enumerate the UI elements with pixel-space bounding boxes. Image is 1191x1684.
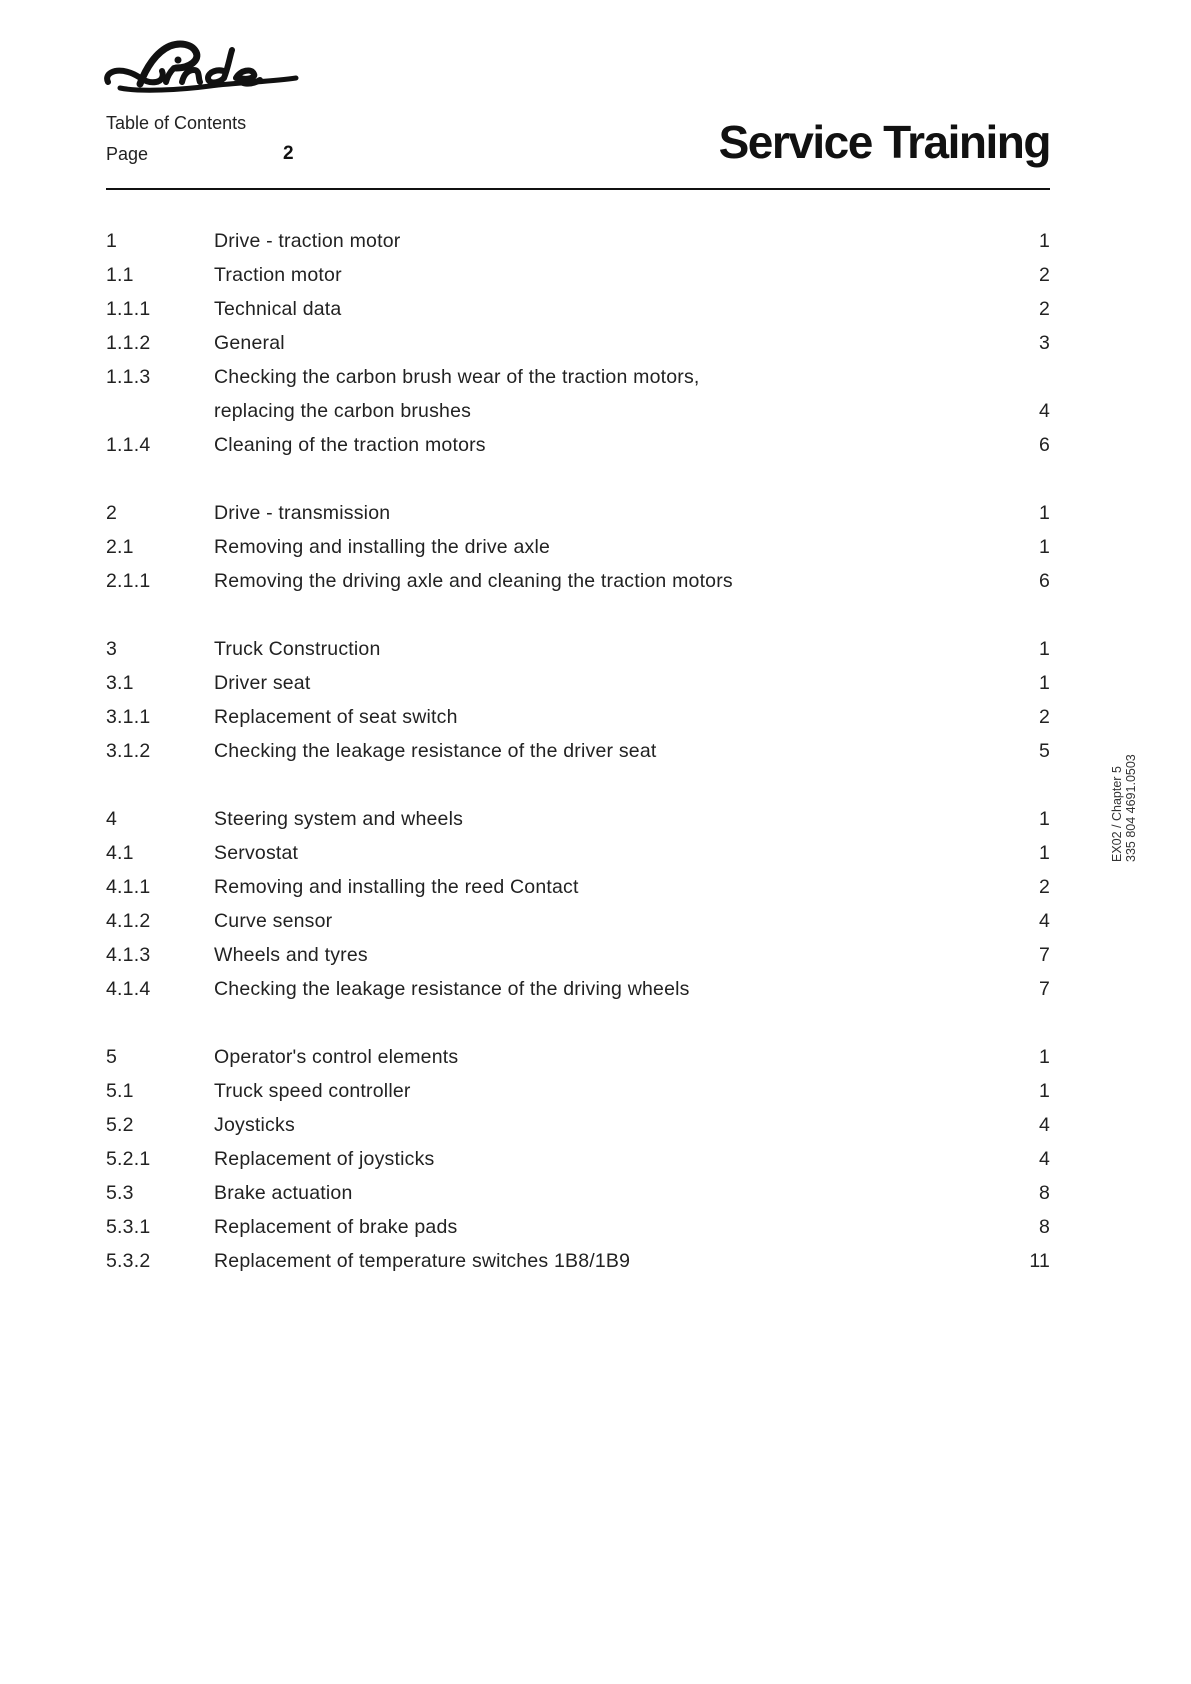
toc-page-number: 8 [1038,1216,1050,1238]
toc-row[interactable] [106,564,1050,598]
table-of-contents [106,224,1050,1278]
toc-section-title: replacing the carbon brushes [214,400,472,422]
toc-section-title: Technical data [214,298,342,320]
toc-label: Table of Contents [106,113,247,133]
toc-page-number: 4 [1038,1148,1050,1170]
toc-row[interactable] [106,1176,1050,1210]
toc-section-number: 2.1.1 [106,570,151,592]
toc-section-title: Removing the driving axle and cleaning the traction motors [214,570,733,592]
toc-page-number: 1 [1038,842,1050,864]
toc-row[interactable] [106,394,1050,428]
toc-section-number: 3 [106,638,118,660]
toc-page-number: 2 [1038,706,1050,728]
toc-section-title: Traction motor [214,264,342,286]
toc-section-title: Replacement of joysticks [214,1148,435,1170]
toc-section-title: Checking the leakage resistance of the driver seat [214,740,657,762]
toc-section-title: Replacement of seat switch [214,706,458,728]
toc-page-number: 1 [1038,672,1050,694]
toc-section-number: 3.1.1 [106,706,151,728]
toc-section-number: 4.1.3 [106,944,151,966]
toc-row[interactable] [106,496,1050,530]
toc-section-number: 5.1 [106,1080,134,1102]
linde-logo [100,38,300,98]
toc-page-number: 1 [1038,502,1050,524]
toc-row[interactable] [106,1142,1050,1176]
toc-page-number: 6 [1038,434,1050,456]
toc-page-number: 11 [1029,1250,1050,1272]
toc-row[interactable] [106,938,1050,972]
toc-section-number: 5.2 [106,1114,134,1136]
toc-page-number: 3 [1038,332,1050,354]
toc-row[interactable] [106,224,1050,258]
document-title: Service Training [718,116,1050,168]
toc-page-number: 8 [1038,1182,1050,1204]
toc-row[interactable] [106,1074,1050,1108]
toc-row[interactable] [106,870,1050,904]
toc-page-number: 7 [1038,978,1050,1000]
side-note [1110,742,1138,862]
toc-row[interactable] [106,802,1050,836]
toc-row[interactable] [106,734,1050,768]
toc-section-number: 4.1 [106,842,134,864]
toc-section-title: Checking the leakage resistance of the driving wheels [214,978,690,1000]
toc-section-number: 1 [106,230,118,252]
toc-section-title: Replacement of temperature switches 1B8/1B9 [214,1250,631,1272]
toc-section-number: 4 [106,808,118,830]
toc-page-number: 1 [1038,1046,1050,1068]
toc-page-number: 6 [1038,570,1050,592]
toc-page-number: 2 [1038,264,1050,286]
page-label: Page [106,144,149,164]
toc-section-title: Cleaning of the traction motors [214,434,486,456]
toc-section-title: General [214,332,285,354]
toc-row[interactable] [106,836,1050,870]
toc-page-number: 1 [1038,808,1050,830]
toc-row[interactable] [106,1210,1050,1244]
toc-section-title: Removing and installing the drive axle [214,536,551,558]
toc-row[interactable] [106,700,1050,734]
toc-section-number: 1.1 [106,264,134,286]
toc-section-number: 1.1.2 [106,332,151,354]
toc-row[interactable] [106,360,1050,394]
toc-section-title: Truck Construction [214,638,381,660]
toc-row[interactable] [106,632,1050,666]
toc-section-title: Joysticks [214,1114,295,1136]
toc-row[interactable] [106,258,1050,292]
toc-section-number: 5 [106,1046,118,1068]
toc-row[interactable] [106,666,1050,700]
toc-section-number: 5.3.1 [106,1216,151,1238]
toc-page-number: 4 [1038,1114,1050,1136]
toc-section-title: Operator's control elements [214,1046,459,1068]
toc-row[interactable] [106,1108,1050,1142]
toc-section-number: 1.1.1 [106,298,151,320]
toc-section-title: Driver seat [214,672,311,694]
toc-row[interactable] [106,904,1050,938]
toc-section-title: Checking the carbon brush wear of the traction motors, [214,366,700,388]
toc-section-number: 5.3 [106,1182,134,1204]
toc-section-number: 4.1.1 [106,876,151,898]
toc-section-number: 5.2.1 [106,1148,151,1170]
toc-row[interactable] [106,428,1050,462]
page-number: 2 [283,143,294,164]
toc-section-title: Drive - transmission [214,502,391,524]
toc-section-title: Servostat [214,842,299,864]
toc-row[interactable] [106,972,1050,1006]
toc-section-title: Steering system and wheels [214,808,464,830]
side-note-line2: 335 804 4691.0503 [1124,754,1138,862]
toc-page-number: 1 [1038,638,1050,660]
toc-row[interactable] [106,1040,1050,1074]
toc-section-number: 4.1.2 [106,910,151,932]
toc-row[interactable] [106,530,1050,564]
toc-row[interactable] [106,292,1050,326]
toc-page-number: 2 [1038,876,1050,898]
toc-section-title: Truck speed controller [214,1080,411,1102]
toc-page-number: 1 [1038,536,1050,558]
toc-page-number: 7 [1038,944,1050,966]
toc-row[interactable] [106,1244,1050,1278]
toc-section-number: 3.1 [106,672,134,694]
side-note-line1: EX02 / Chapter 5 [1110,766,1124,862]
toc-section-title: Replacement of brake pads [214,1216,458,1238]
toc-section-title: Wheels and tyres [214,944,368,966]
toc-page-number: 2 [1038,298,1050,320]
toc-page-number: 5 [1038,740,1050,762]
toc-page-number: 4 [1038,400,1050,422]
toc-section-title: Drive - traction motor [214,230,401,252]
toc-section-title: Brake actuation [214,1182,353,1204]
toc-section-number: 3.1.2 [106,740,151,762]
toc-section-number: 1.1.3 [106,366,151,388]
toc-section-number: 2.1 [106,536,134,558]
toc-section-number: 2 [106,502,118,524]
toc-row[interactable] [106,326,1050,360]
toc-section-number: 4.1.4 [106,978,151,1000]
toc-page-number: 4 [1038,910,1050,932]
toc-page-number: 1 [1038,230,1050,252]
toc-section-number: 5.3.2 [106,1250,151,1272]
toc-section-title: Removing and installing the reed Contact [214,876,579,898]
toc-section-title: Curve sensor [214,910,333,932]
toc-page-number: 1 [1038,1080,1050,1102]
header-rule [106,188,1050,190]
toc-section-number: 1.1.4 [106,434,151,456]
